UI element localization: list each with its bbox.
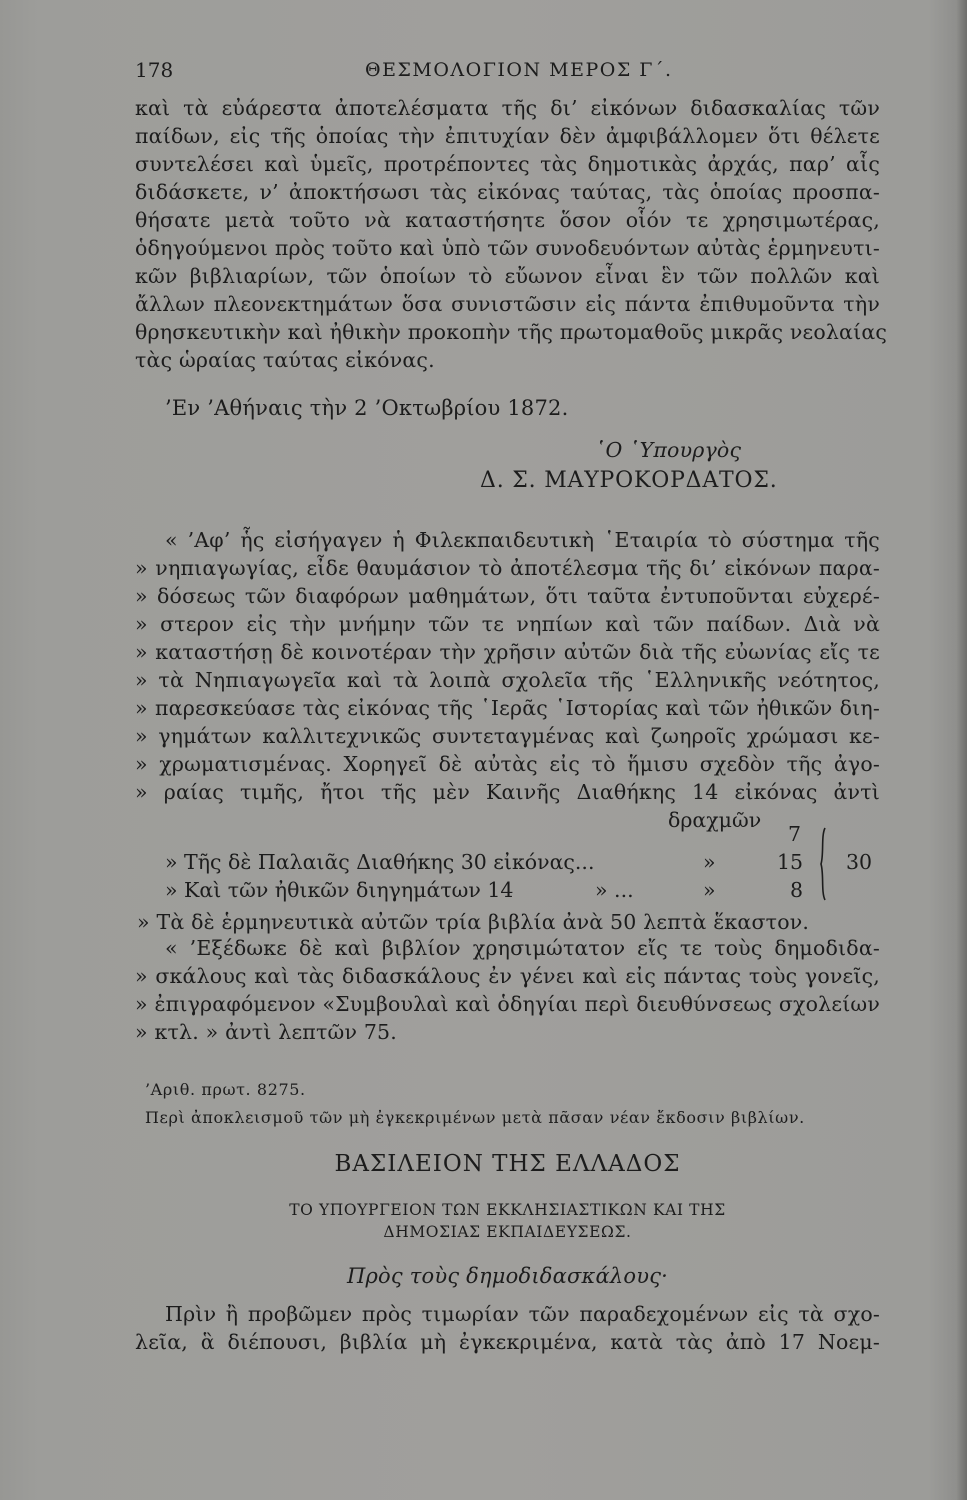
- quotation-line: « ’Εξέδωκε δὲ καὶ βιβλίον χρησιμώτατον εἴς τε τοὺς δημοδιδα-: [165, 936, 880, 960]
- body-line: κῶν βιβλιαρίων, τῶν ὁποίων τὸ εὔωνον εἶναι ἓν τῶν πολλῶν καὶ: [135, 264, 880, 288]
- quotation-line: » καταστήσῃ δὲ κοινοτέραν τὴν χρῆσιν αὐτῶν διὰ τῆς εὐωνίας εἴς τε: [135, 640, 880, 664]
- protocol-subject: Περὶ ἀποκλεισμοῦ τῶν μὴ ἐγκεκριμένων μετὰ πᾶσαν νέαν ἔκδοσιν βιβλίων.: [145, 1108, 805, 1127]
- ditto-mark: » ...: [595, 878, 634, 902]
- body-line: θρησκευτικὴν καὶ ἠθικὴν προκοπὴν τῆς πρωτομαθοῦς μικρᾶς νεολαίας: [135, 320, 888, 344]
- quotation-line: « ’Αφ’ ἧς εἰσήγαγεν ἡ Φιλεκπαιδευτικὴ ῾Εταιρία τὸ σύστημα τῆς: [165, 528, 880, 552]
- total-amount: 30: [846, 850, 873, 874]
- quotation-line: » στερον εἰς τὴν μνήμην τῶν τε νηπίων καὶ τῶν παίδων. Διὰ νὰ: [135, 612, 880, 636]
- decree-line: Πρὶν ἢ προβῶμεν πρὸς τιμωρίαν τῶν παραδεχομένων εἰς τὰ σχο-: [165, 1302, 880, 1326]
- body-line: καὶ τὰ εὐάρεστα ἀποτελέσματα τῆς δι’ εἰκόνων διδασκαλίας τῶν: [135, 96, 880, 120]
- body-line: θήσατε μετὰ τοῦτο νὰ καταστήσητε ὅσον οἷόν τε χρησιμωτέρας,: [135, 208, 880, 232]
- body-line: ὁδηγούμενοι πρὸς τοῦτο καὶ ὑπὸ τῶν συνοδευόντων αὐτὰς ἑρμηνευτι-: [135, 236, 880, 260]
- brace-mark: [818, 826, 828, 902]
- quotation-line: » κτλ. » ἀντὶ λεπτῶν 75.: [135, 1020, 398, 1044]
- quotation-line: » δόσεως τῶν διαφόρων μαθημάτων, ὅτι ταῦτα ἐντυποῦνται εὐχερέ-: [135, 584, 880, 608]
- ditto-mark: »: [703, 850, 716, 874]
- signature-name: Δ. Σ. ΜΑΥΡΟΚΟΡΔΑΤΟΣ.: [480, 468, 778, 493]
- addressee: Πρὸς τοὺς δημοδιδασκάλους·: [346, 1264, 669, 1288]
- price-row-old-testament: » Τῆς δὲ Παλαιᾶς Διαθήκης 30 εἰκόνας...: [165, 850, 595, 874]
- body-line: συντελέσει καὶ ὑμεῖς, προτρέποντες τὰς δημοτικὰς ἀρχάς, παρ’ αἷς: [135, 152, 880, 176]
- drachmas-label: δραχμῶν: [668, 808, 762, 832]
- quotation-line: » γημάτων καλλιτεχνικῶς συντεταγμένας καὶ ζωηροῖς χρώμασι κε-: [135, 724, 880, 748]
- quotation-line: » παρεσκεύασε τὰς εἰκόνας τῆς ῾Ιερᾶς ῾Ιστορίας καὶ τῶν ἠθικῶν διη-: [135, 696, 880, 720]
- amount-old-testament: 15: [777, 850, 804, 874]
- page-edge-shadow: [957, 0, 967, 1500]
- price-row-moral-tales: » Καὶ τῶν ἠθικῶν διηγημάτων 14: [165, 878, 514, 902]
- date-line: ’Εν ’Αθήναις τὴν 2 ’Οκτωβρίου 1872.: [165, 396, 569, 420]
- protocol-number: ’Αριθ. πρωτ. 8275.: [145, 1080, 306, 1099]
- page-number: 178: [135, 58, 174, 82]
- amount-moral-tales: 8: [790, 878, 804, 902]
- quotation-line: » σκάλους καὶ τὰς διδασκάλους ἐν γένει καὶ εἰς πάντας τοὺς γονεῖς,: [135, 964, 880, 988]
- running-head: ΘΕΣΜΟΛΟΓΙΟΝ ΜΕΡΟΣ Γ΄.: [365, 59, 673, 81]
- body-line: τὰς ὡραίας ταύτας εἰκόνας.: [135, 348, 435, 372]
- decree-line: λεῖα, ἃ διέπουσι, βιβλία μὴ ἐγκεκριμένα, κατὰ τὰς ἀπὸ 17 Νοεμ-: [135, 1330, 880, 1354]
- quotation-line: » ἐπιγραφόμενον «Συμβουλαὶ καὶ ὁδηγίαι περὶ διευθύνσεως σχολείων: [135, 992, 881, 1016]
- ditto-mark: »: [703, 878, 716, 902]
- body-line: διδάσκετε, ν’ ἀποκτήσωσι τὰς εἰκόνας ταύτας, τὰς ὁποίας προσπα-: [135, 180, 880, 204]
- quotation-line: » ραίας τιμῆς, ἤτοι τῆς μὲν Καινῆς Διαθήκης 14 εἰκόνας ἀντὶ: [135, 780, 880, 804]
- quotation-line: » τὰ Νηπιαγωγεῖα καὶ τὰ λοιπὰ σχολεῖα τῆς ῾Ελληνικῆς νεότητος,: [135, 668, 880, 692]
- kingdom-heading: ΒΑΣΙΛΕΙΟΝ ΤΗΣ ΕΛΛΑΔΟΣ: [334, 1151, 681, 1177]
- quotation-line: » νηπιαγωγίας, εἶδε θαυμάσιον τὸ ἀποτέλεσμα τῆς δι’ εἰκόνων παρα-: [135, 556, 880, 580]
- ministry-heading-line2: ΔΗΜΟΣΙΑΣ ΕΚΠΑΙΔΕΥΣΕΩΣ.: [383, 1223, 632, 1241]
- signature-title: ῾Ο ῾Υπουργὸς: [595, 438, 742, 462]
- quotation-line: » χρωματισμένας. Χορηγεῖ δὲ αὐτὰς εἰς τὸ ἥμισυ σχεδὸν τῆς ἀγο-: [135, 752, 880, 776]
- quotation-line: » Τὰ δὲ ἑρμηνευτικὰ αὐτῶν τρία βιβλία ἀνὰ 50 λεπτὰ ἕκαστον.: [137, 910, 810, 934]
- ministry-heading-line1: ΤΟ ΥΠΟΥΡΓΕΙΟΝ ΤΩΝ ΕΚΚΛΗΣΙΑΣΤΙΚΩΝ ΚΑΙ ΤΗΣ: [289, 1201, 726, 1219]
- body-line: παίδων, εἰς τῆς ὁποίας τὴν ἐπιτυχίαν δὲν ἀμφιβάλλομεν ὅτι θέλετε: [135, 124, 880, 148]
- body-line: ἄλλων πλεονεκτημάτων ὅσα συνιστῶσιν εἰς πάντα ἐπιθυμοῦντα τὴν: [135, 292, 880, 316]
- amount-new-testament: 7: [788, 822, 802, 846]
- page-header: [135, 58, 880, 88]
